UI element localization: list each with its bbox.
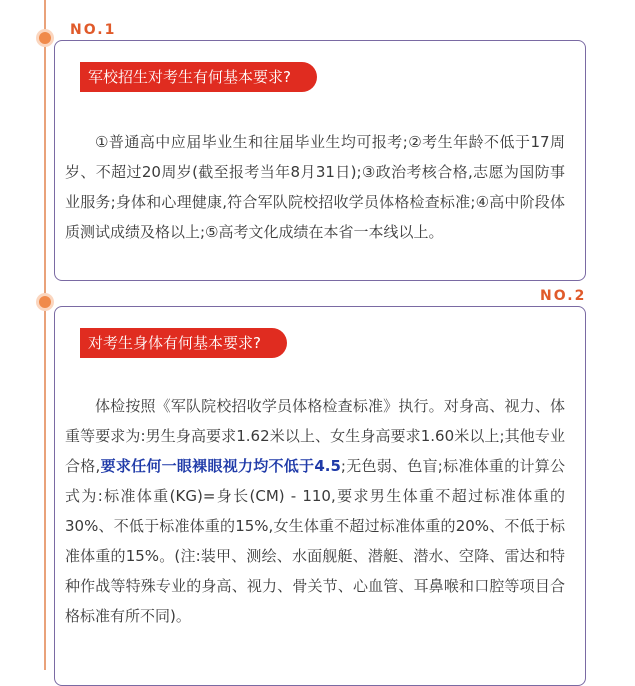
timeline-line (44, 0, 46, 670)
question-banner-2: 对考生身体有何基本要求? (80, 328, 287, 358)
answer-text-2-part-2: ;无色弱、色盲;标准体重的计算公式为:标准体重(KG)=身长(CM) - 110,要求男生体重不超过标准体重的30%、不低于标准体重的15%,女生体重不超过标准体重的20%、不低于标准体重的15%。(注:装甲、测绘、水面舰艇、潜艇、潜水、空降、雷达和特种作战等特殊专业的身高、视力、骨关节、心血管、耳鼻喉和口腔等项目合格标准有所不同)。 (65, 457, 565, 625)
timeline-dot-icon (39, 296, 51, 308)
timeline-dot-icon (39, 32, 51, 44)
section-number-1: NO.1 (70, 22, 117, 38)
answer-text-2-emphasis: 要求任何一眼裸眼视力均不低于4.5 (100, 457, 341, 475)
answer-text-2-part-1: 体检按照《军队院校招收学员体格检查标准》执行。对身高、视力、体重等要求为:男生身高要求1.62米以上、女生身高要求1.60米以上;其他专业合格, (65, 397, 565, 475)
answer-text-2 (65, 391, 565, 631)
answer-text-1: ①普通高中应届毕业生和往届毕业生均可报考;②考生年龄不低于17周岁、不超过20周岁(截至报考当年8月31日);③政治考核合格,志愿为国防事业服务;身体和心理健康,符合军队院校招收学员体格检查标准;④高中阶段体质测试成绩及格以上;⑤高考文化成绩在本省一本线以上。 (65, 133, 565, 241)
section-card-2 (54, 306, 586, 686)
section-number-2: NO.2 (540, 288, 587, 304)
question-banner-1: 军校招生对考生有何基本要求? (80, 62, 317, 92)
section-card-1 (54, 40, 586, 281)
